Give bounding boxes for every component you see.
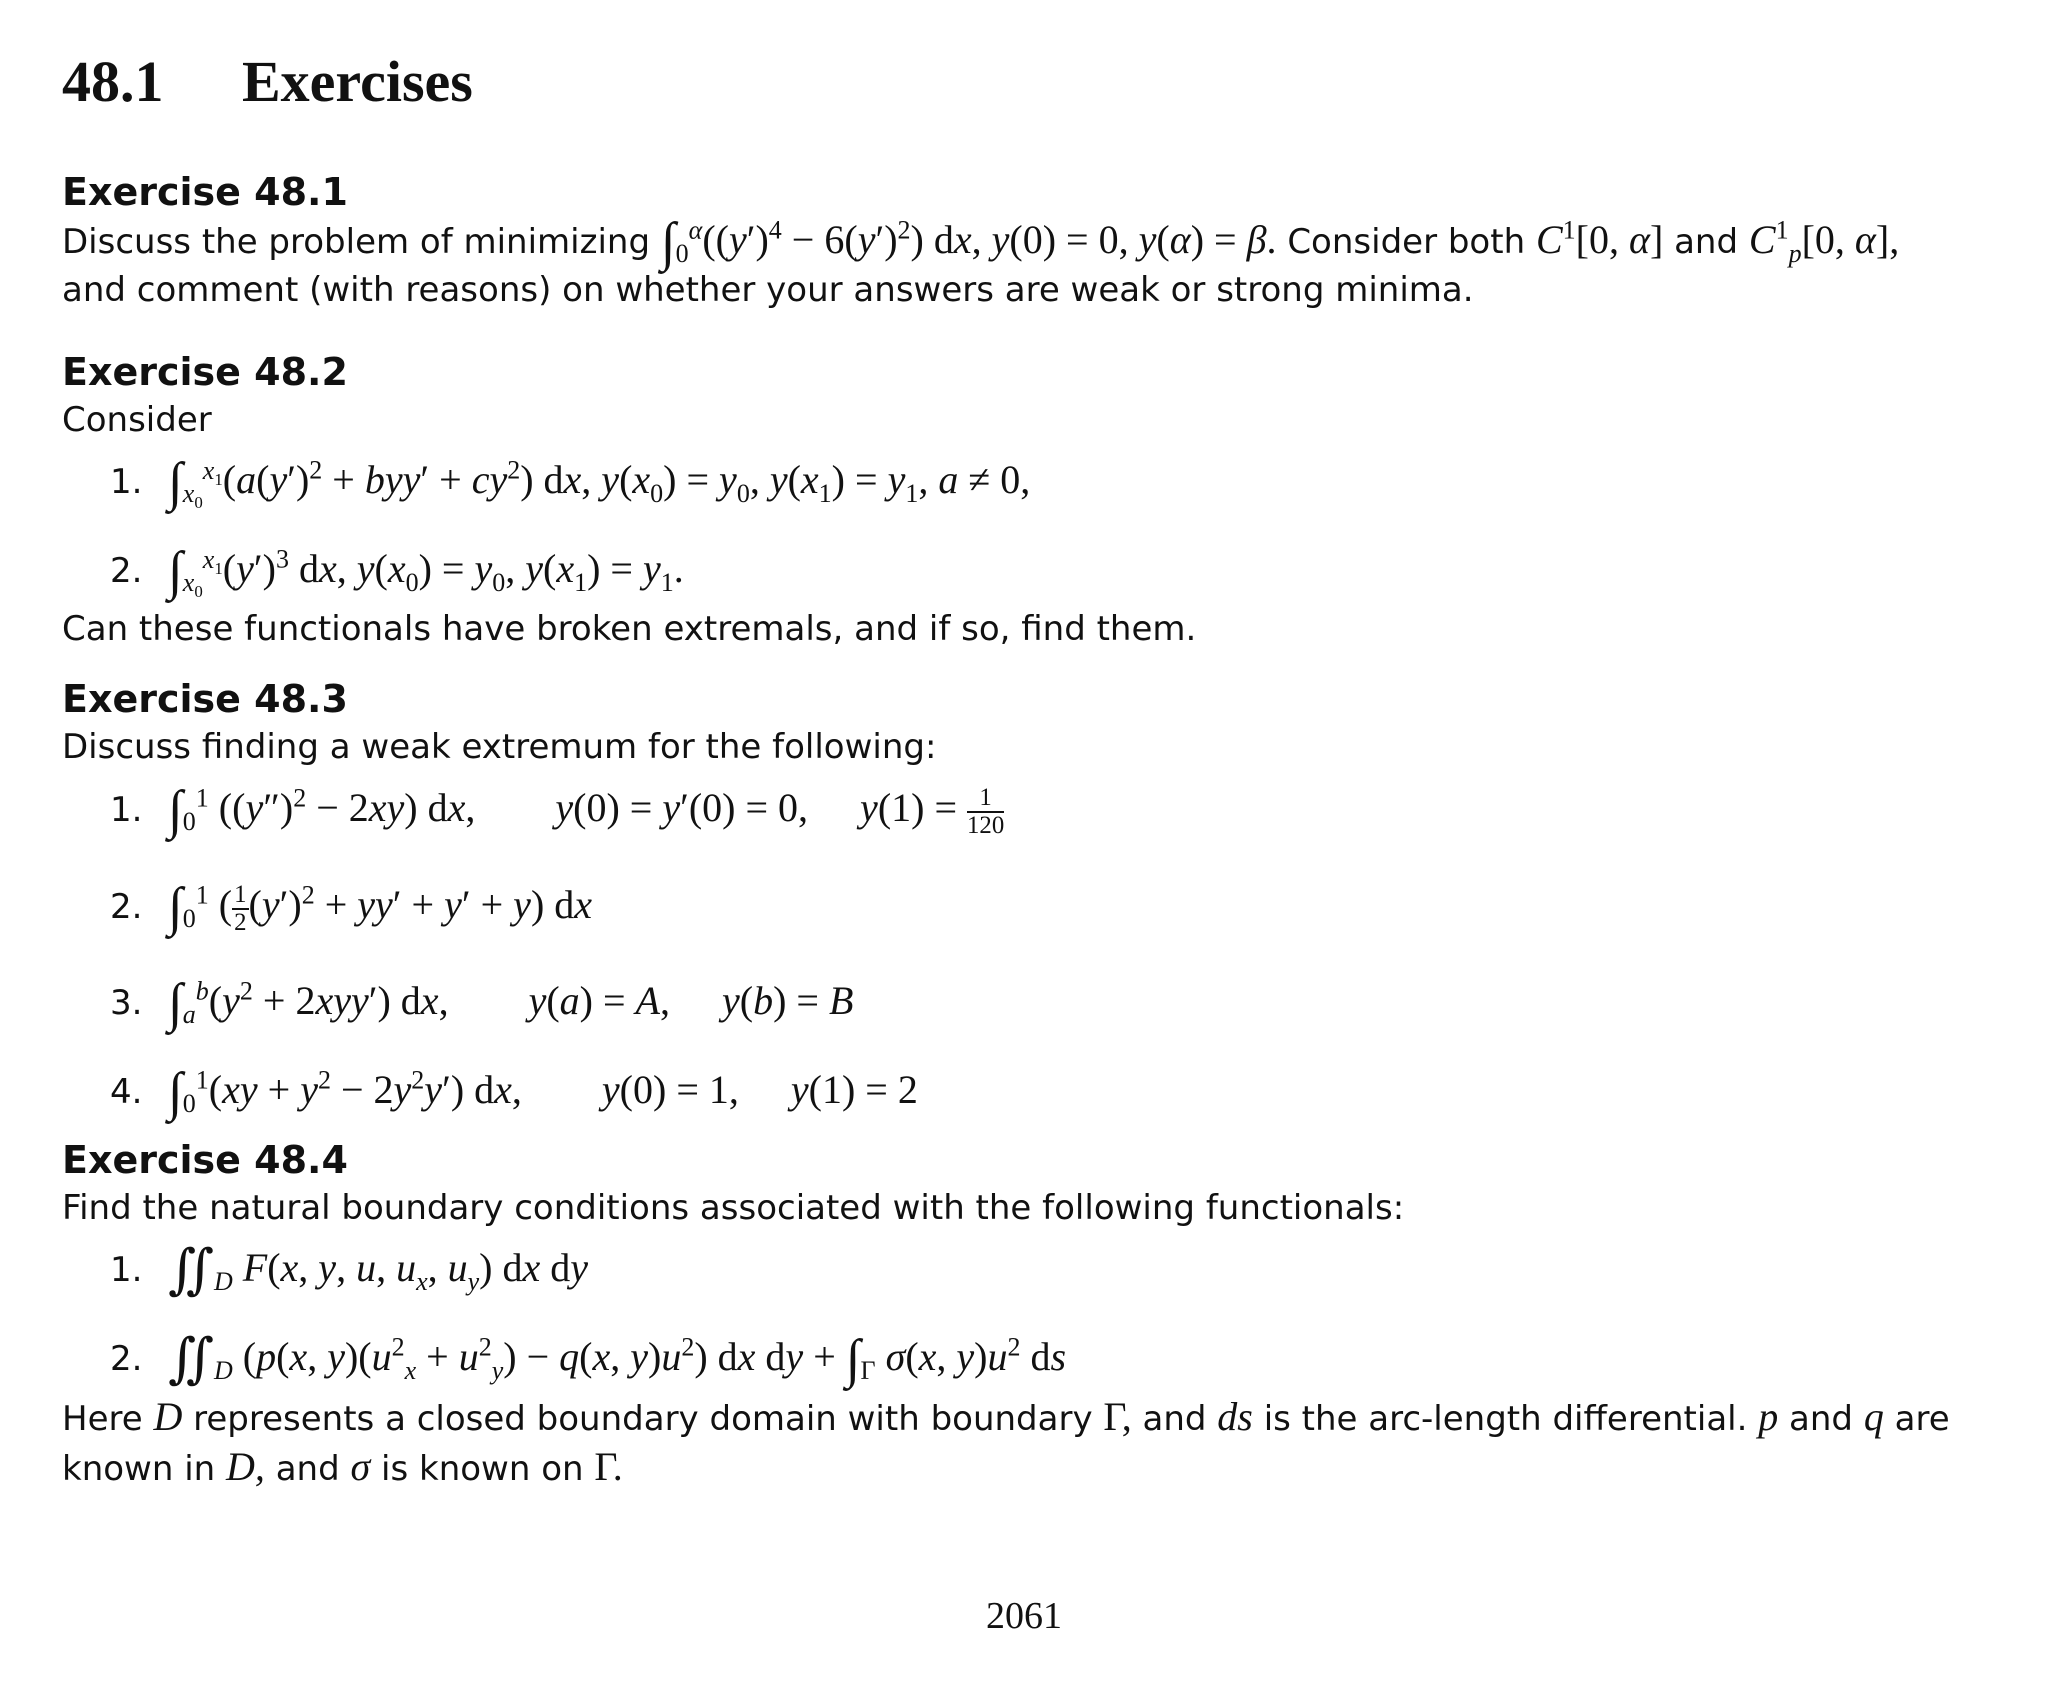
math-symbol: D xyxy=(153,1394,183,1440)
section-number: 48.1 xyxy=(62,49,164,114)
text: and xyxy=(1789,1399,1854,1440)
math-symbol: σ xyxy=(350,1444,371,1490)
math-symbol: Γ. xyxy=(594,1444,623,1490)
list-item: 1. $\int_{x_0}^{x_1}(a(y')^2 + byy' + cy^2)$ dx, $y(x_0) = y_0$, $y(x_1) = y_1$, a ≠ 0, xyxy=(110,451,1031,513)
exercise-48-4-note xyxy=(62,1393,1992,1493)
math-functional: $\int_0^\alpha((y')^4 - 6(y')^2)$ dx, y(0) = 0, y(α) = β. xyxy=(660,211,1277,272)
exercise-48-3-heading: Exercise 48.3 xyxy=(62,677,348,721)
exercise-48-4-heading: Exercise 48.4 xyxy=(62,1138,348,1183)
text: and comment (with reasons) on whether your answers are weak or strong minima. xyxy=(62,270,1474,310)
item-number: 2. xyxy=(110,887,143,928)
exercise-48-2-list xyxy=(62,451,1992,602)
page-number: 2061 xyxy=(986,1595,1062,1637)
text: Consider both xyxy=(1287,222,1526,262)
list-item: 3. $\int_a^b(y^2 + 2xyy')$ dx, y(a) = A, y(b) = B xyxy=(110,972,854,1033)
math-c1-space: $C^1[0$, α] xyxy=(1535,215,1664,262)
exercise-48-4-intro: Find the natural boundary conditions associated with the following functionals: xyxy=(62,1188,1405,1229)
math-symbol: D, xyxy=(226,1444,265,1490)
text: and xyxy=(275,1449,340,1490)
exercise-48-2-intro: Consider xyxy=(62,400,212,440)
item-number: 1. xyxy=(110,790,143,831)
exercise-48-1-heading: Exercise 48.1 xyxy=(62,170,348,214)
exercise-48-2-heading: Exercise 48.2 xyxy=(62,350,348,394)
exercise-48-4-list xyxy=(62,1239,1992,1389)
list-item: 1. $∬_D$ F(x, y, u, $u_x$, $u_y$) dx dy xyxy=(110,1239,589,1300)
item-number: 1. xyxy=(110,1250,143,1291)
item-number: 1. xyxy=(110,462,143,502)
item-number: 2. xyxy=(110,1339,143,1380)
exercise-48-3-list xyxy=(62,779,1992,1122)
text: Discuss the problem of minimizing xyxy=(62,222,651,262)
text: represents a closed boundary domain with boundary xyxy=(193,1399,1093,1440)
item-number: 3. xyxy=(110,983,143,1024)
math-symbol: ds xyxy=(1217,1394,1253,1440)
text: and xyxy=(1142,1399,1207,1440)
list-item: 2. $∬_D$ (p(x, $y)(u^2_x + u^2_y) - q(x$, $y)u^2$) dx dy + $\int_\Gamma$ σ(x, $y)u^2$ ds xyxy=(110,1328,1067,1389)
math-symbol: q xyxy=(1863,1394,1884,1440)
item-number: 4. xyxy=(110,1072,143,1113)
list-item: 1. $\int_0^1$ $((y'')^2 - 2xy)$ dx, y(0) = y′(0) = 0, y(1) = $\frac{1}{120}$ xyxy=(110,779,1005,840)
item-number: 2. xyxy=(110,551,143,591)
text: is known on xyxy=(381,1449,584,1490)
text: and xyxy=(1674,222,1739,262)
text: is the arc-length differential. xyxy=(1263,1399,1748,1440)
text: are known in xyxy=(62,1399,1950,1490)
math-symbol: p xyxy=(1758,1394,1779,1440)
page-content xyxy=(62,40,1992,1493)
math-cp1-space: $C^1_p[0$, α], xyxy=(1748,215,1900,268)
math-symbol: Γ, xyxy=(1103,1394,1132,1440)
section-heading xyxy=(62,40,1992,124)
exercise-48-1-text xyxy=(62,211,1992,314)
list-item: 4. $\int_0^1(xy + y^2 - 2y^2y')$ dx, y(0) = 1, y(1) = 2 xyxy=(110,1061,918,1122)
list-item: 2. $\int_{x_0}^{x_1}(y')^3$ dx, $y(x_0) = y_0$, $y(x_1) = y_1$. xyxy=(110,540,684,602)
list-item: 2. $\int_0^1$ ( $\frac{1}{2}$ $(y')^2 + yy' + y' + y$) dx xyxy=(110,876,593,937)
exercise-48-2-outro: Can these functionals have broken extremals, and if so, find them. xyxy=(62,609,1197,649)
text: Here xyxy=(62,1399,143,1440)
exercise-48-3-intro: Discuss finding a weak extremum for the following: xyxy=(62,727,937,767)
section-title: Exercises xyxy=(242,49,473,114)
